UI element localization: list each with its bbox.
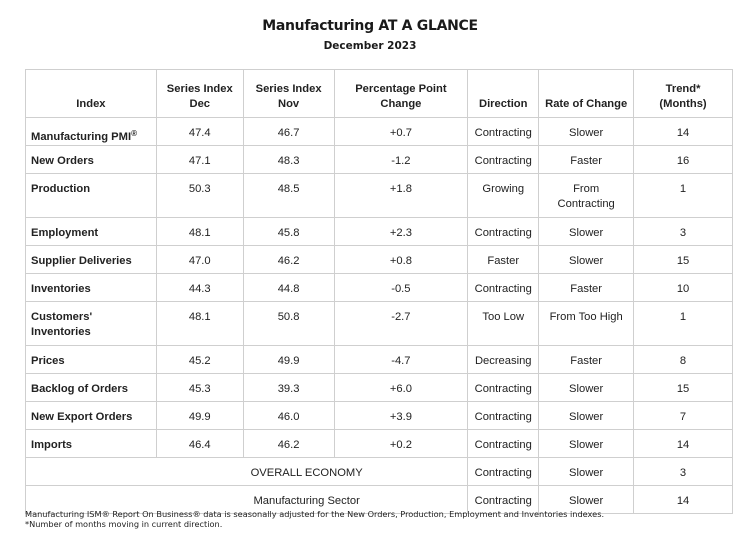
table-row — [26, 246, 733, 274]
rate-of-change: Faster — [539, 346, 634, 374]
table-row — [26, 174, 733, 218]
direction: Contracting — [468, 146, 539, 174]
rate-of-change: From Too High — [539, 302, 634, 346]
series-index-nov: 46.2 — [243, 430, 334, 458]
table-row — [26, 302, 733, 346]
page-title: Manufacturing AT A GLANCE — [262, 18, 478, 34]
rate-of-change: Slower — [539, 374, 634, 402]
series-index-nov: 44.8 — [243, 274, 334, 302]
table-row — [26, 402, 733, 430]
registered-mark: ® — [131, 129, 137, 138]
trend-months: 10 — [634, 274, 733, 302]
index-name: Prices — [26, 346, 157, 374]
series-index-dec: 45.3 — [156, 374, 243, 402]
series-index-nov: 50.8 — [243, 302, 334, 346]
direction: Contracting — [468, 374, 539, 402]
summary-label: OVERALL ECONOMY — [26, 458, 468, 486]
header-rate: Rate of Change — [539, 70, 634, 118]
series-index-dec: 45.2 — [156, 346, 243, 374]
trend-months: 16 — [634, 146, 733, 174]
direction: Contracting — [468, 458, 539, 486]
summary-row — [26, 458, 733, 486]
percentage-point-change: -4.7 — [334, 346, 468, 374]
direction: Contracting — [468, 430, 539, 458]
series-index-dec: 48.1 — [156, 302, 243, 346]
index-name: New Export Orders — [26, 402, 157, 430]
series-index-nov: 39.3 — [243, 374, 334, 402]
page-subtitle: December 2023 — [323, 40, 417, 52]
summary-label: Manufacturing Sector — [26, 486, 468, 514]
table-row — [26, 374, 733, 402]
percentage-point-change: +0.7 — [334, 118, 468, 146]
footnote-seasonal: Manufacturing ISM® Report On Business® data is seasonally adjusted for the New Orders, Production, Employment and Inventories indexes. — [25, 509, 605, 519]
trend-months: 1 — [634, 174, 733, 218]
trend-months: 14 — [634, 430, 733, 458]
direction: Faster — [468, 246, 539, 274]
percentage-point-change: +3.9 — [334, 402, 468, 430]
direction: Contracting — [468, 486, 539, 514]
table-header-row — [26, 70, 733, 118]
header-change: Percentage Point Change — [334, 70, 468, 118]
rate-of-change: Faster — [539, 274, 634, 302]
percentage-point-change: +6.0 — [334, 374, 468, 402]
series-index-dec: 47.0 — [156, 246, 243, 274]
series-index-dec: 49.9 — [156, 402, 243, 430]
series-index-nov: 45.8 — [243, 218, 334, 246]
percentage-point-change: -0.5 — [334, 274, 468, 302]
series-index-nov: 48.3 — [243, 146, 334, 174]
trend-months: 14 — [634, 486, 733, 514]
series-index-dec: 48.1 — [156, 218, 243, 246]
table-row — [26, 118, 733, 146]
percentage-point-change: +0.8 — [334, 246, 468, 274]
percentage-point-change: +2.3 — [334, 218, 468, 246]
direction: Growing — [468, 174, 539, 218]
series-index-dec: 50.3 — [156, 174, 243, 218]
series-index-nov: 49.9 — [243, 346, 334, 374]
table-row — [26, 430, 733, 458]
table-row — [26, 274, 733, 302]
percentage-point-change: +0.2 — [334, 430, 468, 458]
table-row — [26, 346, 733, 374]
rate-of-change: From Contracting — [539, 174, 634, 218]
trend-months: 7 — [634, 402, 733, 430]
index-name: Manufacturing PMI® — [26, 118, 157, 146]
series-index-dec: 46.4 — [156, 430, 243, 458]
series-index-dec: 47.4 — [156, 118, 243, 146]
percentage-point-change: -2.7 — [334, 302, 468, 346]
trend-months: 3 — [634, 218, 733, 246]
index-name: Inventories — [26, 274, 157, 302]
trend-months: 3 — [634, 458, 733, 486]
index-name: Employment — [26, 218, 157, 246]
table-row — [26, 146, 733, 174]
direction: Decreasing — [468, 346, 539, 374]
index-name: Production — [26, 174, 157, 218]
rate-of-change: Slower — [539, 246, 634, 274]
series-index-nov: 46.0 — [243, 402, 334, 430]
trend-months: 15 — [634, 374, 733, 402]
series-index-nov: 46.7 — [243, 118, 334, 146]
rate-of-change: Slower — [539, 118, 634, 146]
rate-of-change: Slower — [539, 430, 634, 458]
trend-months: 14 — [634, 118, 733, 146]
table-row — [26, 218, 733, 246]
glance-table — [25, 69, 733, 514]
rate-of-change: Slower — [539, 486, 634, 514]
rate-of-change: Slower — [539, 218, 634, 246]
index-name: Supplier Deliveries — [26, 246, 157, 274]
trend-months: 15 — [634, 246, 733, 274]
index-name: Customers' Inventories — [26, 302, 157, 346]
rate-of-change: Slower — [539, 402, 634, 430]
header-trend: Trend* (Months) — [634, 70, 733, 118]
trend-months: 8 — [634, 346, 733, 374]
direction: Contracting — [468, 274, 539, 302]
direction: Contracting — [468, 218, 539, 246]
trend-months: 1 — [634, 302, 733, 346]
header-nov: Series Index Nov — [243, 70, 334, 118]
percentage-point-change: -1.2 — [334, 146, 468, 174]
direction: Contracting — [468, 118, 539, 146]
rate-of-change: Slower — [539, 458, 634, 486]
index-name: New Orders — [26, 146, 157, 174]
header-direction: Direction — [468, 70, 539, 118]
series-index-nov: 46.2 — [243, 246, 334, 274]
series-index-nov: 48.5 — [243, 174, 334, 218]
footnote-trend: *Number of months moving in current direction. — [25, 519, 223, 529]
series-index-dec: 47.1 — [156, 146, 243, 174]
rate-of-change: Faster — [539, 146, 634, 174]
percentage-point-change: +1.8 — [334, 174, 468, 218]
header-dec: Series Index Dec — [156, 70, 243, 118]
index-name: Imports — [26, 430, 157, 458]
header-index: Index — [26, 70, 157, 118]
series-index-dec: 44.3 — [156, 274, 243, 302]
index-name: Backlog of Orders — [26, 374, 157, 402]
direction: Contracting — [468, 402, 539, 430]
direction: Too Low — [468, 302, 539, 346]
